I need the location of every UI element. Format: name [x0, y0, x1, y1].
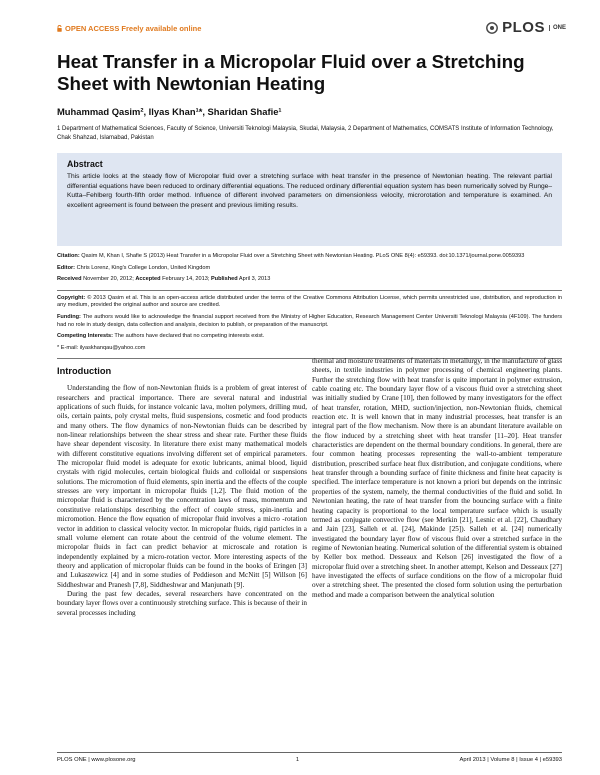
- copyright-row: [57, 295, 562, 310]
- intro-paragraph-continued: thermal and moisture treatments of materials in metallurgy, in the manufacture of glass sheets, in textile industries in polymer processing of chemical engineering plants. Further the stretching flow with heat transfer is quite important in polymer extrusion, cable coating etc. The boundary layer flow of a viscous fluid over a stretching sheet was initially studied by Crane [10], then followed by many investigators for the effect of heat transfer, rotation, MHD, suction/injection, non-Newtonian fluids, chemical reaction etc. It is well known that in many industrial processes, heat transfer is an integral part of the flow mechanism. Now there is an abundant literature available on the flow induced by a stretching sheet with heat transfer [11–20]. Heat transfer characteristics are dependent on the thermal boundary conditions. In general, there are four common heating processes representing the wall-to-ambient temperature distribution, prescribed surface heat flux distribution, and conjugate conditions, where heat transfer through a bounding surface of finite thickness and finite heat capacity is specified. The interface temperature is not known a priori but depends on the intrinsic properties of the system, namely, the thermal conductivities of the fluid and solid. In Newtonian heating, the rate of heat transfer from the bouncing surface with a finite heating capacity is proportional to the local temperature surface which is usually termed as conjugate convective flow (see Merkin [21], Lesnic et al. [22], Chaudhary and Jain [23], Salleh et al. [24], Makinde [25]). Salleh et al. [24] numerically investigated the boundary layer flow of viscous fluid over a stretched surface in the regime of Newtonian heating. Numerical solution of the differential system is obtained by Keller box method. Desseaux and Kelson [26] investigated the flow of a micropolar fluid over a stretching sheet. In another attempt, Kelson and Desseaux [27] have investigated the effects of surface conditions on the flow of a micropolar fluid over a stretching sheet. The presented the closed form solution using the perturbation method and made a comparison between the analytical solution: [312, 357, 562, 599]
- footer-issue: April 2013 | Volume 8 | Issue 4 | e59393: [459, 757, 562, 763]
- paper-title: Heat Transfer in a Micropolar Fluid over a Stretching Sheet with Newtonian Heating: [57, 51, 525, 94]
- open-access-text: OPEN ACCESS Freely available online: [65, 24, 202, 33]
- meta-divider: [57, 290, 562, 291]
- author-list: Muhammad Qasim², Ilyas Khan¹*, Sharidan Shafie¹: [57, 106, 282, 117]
- journal-logo: [486, 19, 566, 36]
- intro-paragraph-1: Understanding the flow of non-Newtonian fluids is a problem of great interest of researchers and practical importance. There are several natural and industrial applications of such fluids, for instance volcanic lava, molten polymers, drilling mud, oils, certain paints, poly crystal melts, fluid suspensions, cosmetic and food products and many others. The flow dynamics of non-Newtonian fluids can be described by non-linear relationships between the shear stress and shear rate. Further these fluids have shear dependent viscosity. In literature there exist many mathematical models with different constitutive equations involving different set of empirical parameters. The micropolar fluid model is adequate for exotic lubricants, animal blood, liquid crystals with rigid molecules, certain biological fluids and colloidal or suspensions solutions. The micromotion of fluid elements, spin inertia and the effects of the couple stresses are very important in micropolar fluids [1,2]. The fluid motion of the micropolar fluid is characterized by the concentration laws of mass, momentum and constitutive relationships describing the effect of couple stress, spin-inertia and micromotion. Hence the flow equation of micropolar fluid involves a micro -rotation vector in addition to classical velocity vector. In micropolar fluids, rigid particles in a small volume element can rotate about the centroid of the volume element. The micropolar fluids in fact can predict behavior at microscale and rotation is independently explained by a micro-rotation vector. More interesting aspects of the theory and application of micropolar fluids can be found in the books of Eringen [3] and Lukaszewicz [4] and in some studies of Peddieson and McNitt [5] Willson [6] Siddheshwar and Pranesh [7,8], Siddheshwar and Manjunath [9].: [57, 384, 307, 589]
- article-metadata: [57, 253, 562, 363]
- page-footer: [57, 752, 562, 763]
- editor-row: [57, 265, 562, 273]
- copyright-label: Copyright:: [57, 294, 86, 301]
- funding-text: The authors would like to acknowledge the financial support received from the Ministry of Higher Education, Research Management Center Universiti Teknologi Malaysia (4F109). The funders had no role in study design, data collection and analysis, decision to publish, or preparation of the manuscript.: [57, 313, 562, 328]
- citation-text: Qasim M, Khan I, Shafie S (2013) Heat Transfer in a Micropolar Fluid over a Stretching Sheet with Newtonian Heating. PLoS ONE 8(4): e59393. doi:10.1371/journal.pone.0059393: [79, 253, 525, 259]
- received-date: November 20, 2012;: [81, 276, 136, 283]
- abstract-text: This article looks at the steady flow of Micropolar fluid over a stretching surface with heat transfer in the presence of Newtonian heating. The relevant partial differential equations have been reduced to ordinary differential equations. The reduced ordinary differential equation system has been numerically solved by Runge–Kutta–Fehlberg fourth-fifth order method. Influence of different involved parameters on dimensionless velocity, microrotation and temperature is examined. An excellent agreement is found between the present and previous limiting results.: [67, 173, 552, 209]
- footer-page-number: 1: [295, 757, 300, 763]
- body-column-left: [57, 359, 307, 618]
- citation-label: Citation:: [57, 253, 80, 259]
- journal-logo-text: PLOS: [502, 19, 545, 36]
- funding-row: [57, 314, 562, 329]
- accepted-label: Accepted: [135, 276, 161, 283]
- intro-paragraph-2: During the past few decades, several researchers have concentrated on the boundary layer flows over a continuously stretching surface. This is because of their in several processes including: [57, 589, 307, 617]
- competing-row: [57, 333, 562, 341]
- competing-text: The authors have declared that no competing interests exist.: [112, 333, 265, 340]
- plos-logo-icon: [486, 22, 498, 34]
- competing-label: Competing Interests:: [57, 333, 113, 340]
- editor-text: Chris Lorenz, King's College London, United Kingdom: [75, 264, 211, 271]
- abstract-box: [57, 153, 562, 246]
- journal-logo-sub: ONE: [549, 25, 566, 31]
- published-date: April 3, 2013: [237, 276, 271, 283]
- email-row[interactable]: * E-mail: ilyaskhanqau@yahoo.com: [57, 344, 146, 351]
- affiliations: 1 Department of Mathematical Sciences, Faculty of Science, Universiti Teknologi Malaysia, Skudai, Malaysia, 2 Department of Mathematics, COMSATS Institute of Information Technology, Chak Shahzad, Islamabad, Pakistan: [57, 126, 554, 141]
- editor-label: Editor:: [57, 264, 76, 271]
- footer-journal: PLOS ONE | www.plosone.org: [57, 757, 136, 763]
- abstract-heading: Abstract: [67, 159, 103, 169]
- citation-row: [57, 253, 562, 261]
- open-access-lock-icon: [57, 25, 62, 32]
- copyright-text: © 2013 Qasim et al. This is an open-access article distributed under the terms of the Creative Commons Attribution License, which permits unrestricted use, distribution, and reproduction in any medium, provided the original author and source are credited.: [57, 294, 562, 309]
- dates-row: [57, 276, 562, 284]
- received-label: Received: [57, 276, 82, 283]
- open-access-banner: [57, 24, 201, 33]
- funding-label: Funding:: [57, 313, 81, 320]
- introduction-heading: Introduction: [57, 366, 112, 376]
- accepted-date: February 14, 2013;: [160, 276, 211, 283]
- published-label: Published: [210, 276, 238, 283]
- body-column-right: [312, 357, 562, 600]
